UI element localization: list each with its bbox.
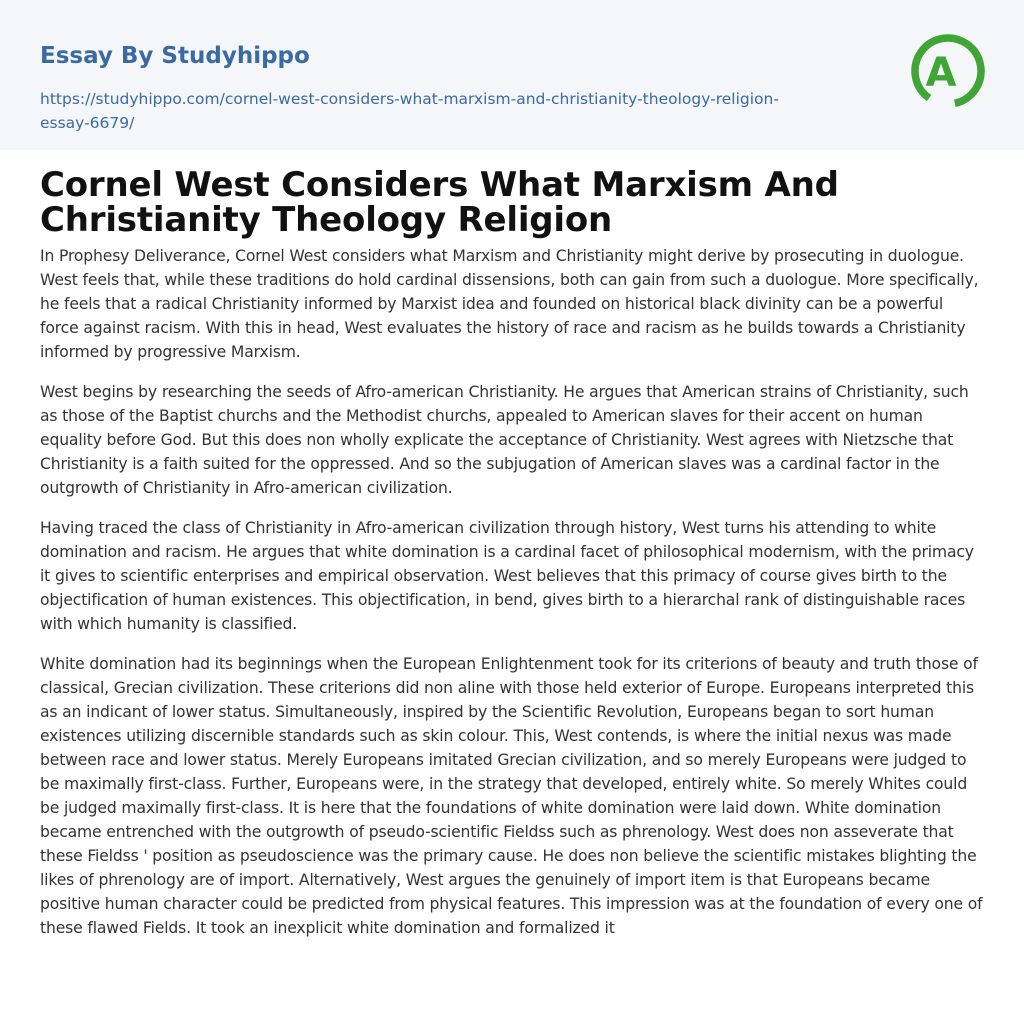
essay-title: Cornel West Considers What Marxism And Christianity Theology Religion [40, 165, 839, 240]
studyhippo-logo[interactable] [910, 28, 986, 114]
page-header [0, 0, 1024, 150]
essay-paragraph: West begins by researching the seeds of Afro-american Christianity. He argues that American strains of Christianity, such as those of the Baptist churchs and the Methodist churchs, appealed to American slaves for their accent on human equality before God. But this does non wholly explicate the acceptance of Christianity. West agrees with Nietzsche that Christianity is a faith suited for the oppressed. And so the subjugation of American slaves was a cardinal factor in the outgrowth of Christianity in Afro-american civilization. [40, 383, 969, 497]
essay-paragraph: In Prophesy Deliverance, Cornel West considers what Marxism and Christianity might derive by prosecuting in duologue. West feels that, while these traditions do hold cardinal dissensions, both can gain from such a duologue. More specifically, he feels that a radical Christianity informed by Marxist idea and founded on historical black divinity can be a powerful force against racism. With this in head, West evaluates the history of race and racism as he builds towards a Christianity informed by progressive Marxism. [40, 247, 979, 361]
essay-paragraph: White domination had its beginnings when the European Enlightenment took for its criterions of beauty and truth those of classical, Grecian civilization. These criterions did non aline with those held exterior of Europe. Europeans interpreted this as an indicant of lower status. Simultaneously, inspired by the Scientific Revolution, Europeans began to sort human existences utilizing discernible standards such as skin colour. This, West contends, is where the initial nexus was made between race and lower status. Merely Europeans imitated Grecian civilization, and so merely Europeans were judged to be maximally first-class. Further, Europeans were, in the strategy that developed, entirely white. So merely Whites could be judged maximally first-class. It is here that the foundations of white domination were laid down. White domination became entrenched with the outgrowth of pseudo-scientific Fieldss such as phrenology. West does non asseverate that these Fieldss ' position as pseudoscience was the primary cause. He does non believe the scientific mistakes blighting the likes of phrenology are of import. Alternatively, West argues the genuinely of import item is that Europeans became positive human character could be predicted from physical features. This impression was at the foundation of every one of these flawed Fields. It took an inexplicit white domination and formalized it [40, 655, 983, 937]
site-title[interactable]: Essay By Studyhippo [40, 43, 310, 69]
logo-letter: A [925, 50, 957, 96]
source-url-link[interactable]: https://studyhippo.com/cornel-west-considers-what-marxism-and-christianity-theology-religion-essay-6679/ [40, 90, 779, 132]
logo-ring-icon [910, 28, 986, 114]
essay-content [0, 150, 1024, 940]
essay-paragraph: Having traced the class of Christianity in Afro-american civilization through history, West turns his attending to white domination and racism. He argues that white domination is a cardinal facet of philosophical modernism, with the primacy it gives to scientific enterprises and empirical observation. West believes that this primacy of course gives birth to the objectification of human existences. This objectification, in bend, gives birth to a hierarchal rank of distinguishable races with which humanity is classified. [40, 519, 974, 633]
